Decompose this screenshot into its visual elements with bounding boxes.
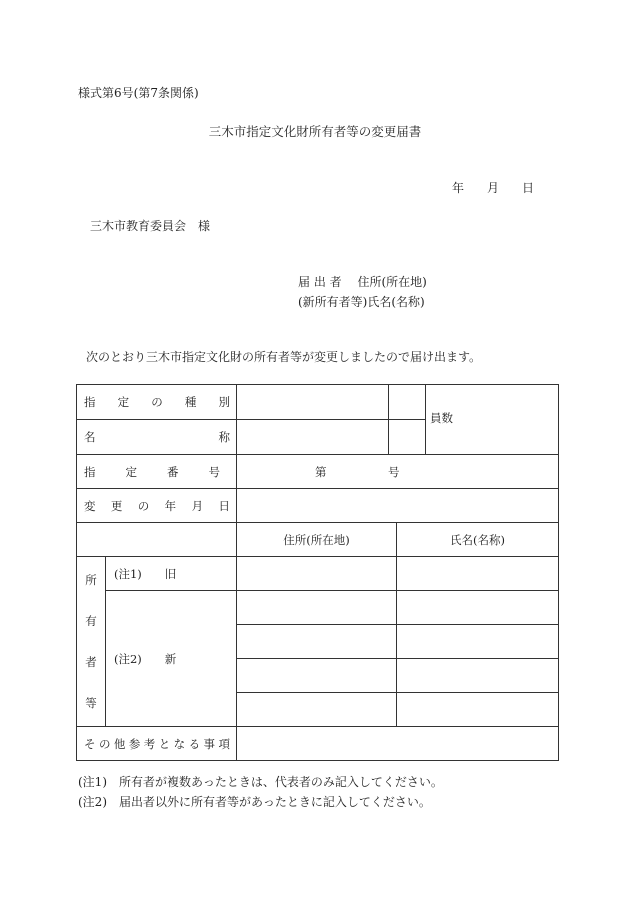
number-suffix: 号 [388,464,400,479]
new-owner-name-field[interactable] [397,591,559,625]
member-count-label-bottom [388,420,425,454]
number-prefix: 第 [315,464,327,479]
applicant-address-label: 届 出 者 住所(所在地) [298,275,427,289]
old-owner-name-field[interactable] [397,557,559,591]
label-char: な [173,736,186,751]
label-char: の [98,736,111,751]
row-new-owner-1 [77,591,559,625]
label-char: 他 [113,736,126,751]
label-char: 定 [117,395,130,409]
form-table [76,384,559,761]
row-designation-type [77,385,559,420]
new-owner-name-field[interactable] [397,693,559,727]
other-matters-field[interactable] [237,727,559,761]
old-owner-address-field[interactable] [237,557,397,591]
new-owner-name-field[interactable] [397,625,559,659]
label-char: 日 [218,498,230,513]
date-year-label: 年 [452,181,465,195]
label-char: 項 [218,736,230,751]
label-char: 等 [85,696,97,711]
date-day-label: 日 [522,181,535,195]
note-1: (注1) 所有者が複数あったときは、代表者のみ記入してください。 [78,775,443,789]
designation-type-input[interactable] [237,385,388,419]
name-header: 氏名(名称) [397,523,559,557]
label-char: 称 [218,430,230,444]
date-month-label: 月 [487,181,500,195]
new-owner-address-field[interactable] [237,659,397,693]
label-char: 事 [203,736,215,751]
other-matters-label [77,727,237,761]
note-2: (注2) 届出者以外に所有者等があったときに記入してください。 [78,795,431,809]
new-owner-address-field[interactable] [237,591,397,625]
label-char: 指 [84,395,96,409]
label-char: 更 [110,498,123,513]
label-char: の [137,498,150,513]
row-old-owner [77,557,559,591]
label-char: 年 [164,498,177,513]
recipient: 三木市教育委員会 様 [90,219,211,233]
label-char: る [188,736,201,751]
member-count-label: 員数 [430,411,453,425]
designation-number-field[interactable] [237,455,559,489]
label-char: と [158,736,171,751]
label-char: 号 [208,464,220,479]
address-header: 住所(所在地) [237,523,397,557]
row-change-date [77,489,559,523]
new-owner-name-field[interactable] [397,659,559,693]
intro-text: 次のとおり三木市指定文化財の所有者等が変更しましたので届け出ます。 [86,350,482,364]
form-number: 様式第6号(第7条関係) [78,86,199,100]
old-owner-label: (注1) 旧 [106,557,237,591]
label-char: 参 [128,736,141,751]
owner-header-blank [77,523,237,557]
label-char: 種 [184,395,197,409]
label-char: 変 [84,498,96,513]
label-char: 番 [167,464,179,479]
member-count-label-top [388,385,425,419]
label-char: 名 [84,430,96,444]
label-char: 月 [191,498,204,513]
applicant-name-label: (新所有者等)氏名(名称) [298,295,425,309]
row-owner-header [77,523,559,557]
label-char: 別 [218,395,230,409]
label-char: 有 [85,613,97,628]
change-date-field[interactable] [237,489,559,523]
new-owner-label: (注2) 新 [106,591,237,727]
change-date-label [77,489,237,523]
label-char: 考 [143,736,156,751]
new-owner-address-field[interactable] [237,625,397,659]
name-label [77,420,237,455]
designation-type-label [77,385,237,420]
label-char: そ [84,736,96,751]
document-title: 三木市指定文化財所有者等の変更届書 [208,124,422,139]
new-owner-address-field[interactable] [237,693,397,727]
designation-number-label [77,455,237,489]
name-input[interactable] [237,420,388,454]
owner-label [77,557,106,727]
row-designation-number [77,455,559,489]
label-char: の [151,395,163,409]
label-char: 所 [85,572,97,587]
label-char: 指 [84,464,96,479]
label-char: 者 [85,655,97,670]
row-other-matters [77,727,559,761]
label-char: 定 [125,464,137,479]
name-field[interactable] [237,420,426,455]
designation-type-field[interactable] [237,385,426,420]
